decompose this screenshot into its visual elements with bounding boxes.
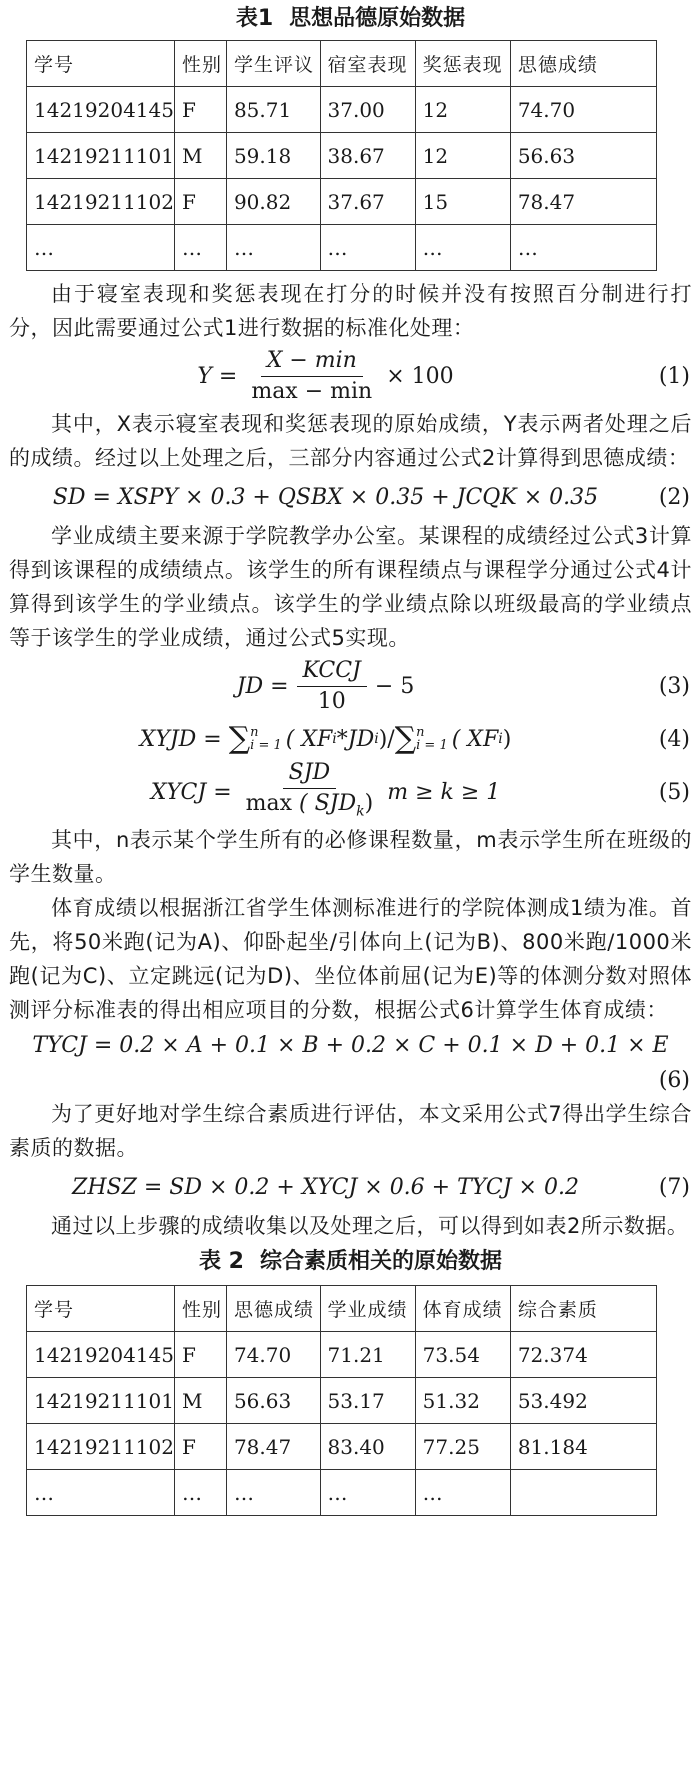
- table-cell: 14219211102: [27, 179, 175, 225]
- table-cell: …: [320, 225, 415, 271]
- paper-page: [0, 4, 700, 1780]
- table-cell: 14219211102: [27, 1424, 175, 1470]
- eq5-lhs: XYCJ =: [150, 779, 232, 805]
- sum-icon: ∑: [394, 721, 417, 756]
- eq5-denominator: [240, 789, 380, 824]
- table1-caption-number: 表1: [235, 6, 274, 31]
- table-row: [27, 179, 657, 225]
- equation-6: [9, 1027, 692, 1097]
- table-cell: 78.47: [226, 1424, 320, 1470]
- table1-header: 奖惩表现: [415, 41, 510, 87]
- table-cell: 56.63: [510, 133, 656, 179]
- eq1-tail: × 100: [386, 363, 454, 389]
- table-cell: F: [174, 179, 226, 225]
- table-cell: M: [174, 133, 226, 179]
- eq3-lhs: JD =: [236, 673, 289, 699]
- eq1-fraction: [245, 348, 378, 405]
- table-cell: 51.32: [415, 1378, 510, 1424]
- table-cell: …: [320, 1470, 415, 1516]
- eq4-lower: i = 1: [250, 738, 282, 753]
- table-cell: 37.67: [320, 179, 415, 225]
- sum-icon: ∑: [228, 721, 251, 756]
- paragraph: 为了更好地对学生综合素质进行评估，本文采用公式7得出学生综合素质的数据。: [9, 1102, 692, 1160]
- table-cell: F: [174, 1424, 226, 1470]
- table1-caption: [9, 4, 692, 34]
- eq3-tail: − 5: [374, 673, 415, 699]
- eq4-upper2: n: [416, 725, 425, 740]
- table1-header: 思德成绩: [510, 41, 656, 87]
- table1-header: 学号: [27, 41, 175, 87]
- table-cell: 38.67: [320, 133, 415, 179]
- table-cell: 72.374: [510, 1332, 656, 1378]
- table-cell: …: [226, 225, 320, 271]
- paragraph: 其中，X表示寝室表现和奖惩表现的原始成绩，Y表示两者处理之后的成绩。经过以上处理之后，三部分内容通过公式2计算得到思德成绩：: [9, 412, 692, 470]
- table-cell: 85.71: [226, 87, 320, 133]
- table1-header: 学生评议: [226, 41, 320, 87]
- table1-caption-title: 思想品德原始数据: [289, 6, 466, 31]
- eq3-numerator: KCCJ: [297, 658, 367, 687]
- paragraph: 体育成绩以根据浙江省学生体测标准进行的学院体测成1绩为准。首先，将50米跑(记为A)、仰卧起坐/引体向上(记为B)、800米跑/1000米跑(记为C)、立定跳远(记为D)、坐位体前屈(记为E)等的体测分数对照体测评分标准表的得出相应项目的分数，根据公式6计算学生体育成绩：: [9, 896, 692, 1022]
- table-cell: 14219204145: [27, 1332, 175, 1378]
- table-cell: …: [27, 1470, 175, 1516]
- eq5-denom-sub: k: [356, 803, 365, 820]
- equation-7: [9, 1165, 692, 1209]
- table-cell: 53.492: [510, 1378, 656, 1424]
- table-row: [27, 1470, 657, 1516]
- table2-header-row: [27, 1286, 657, 1332]
- eq3-denominator: 10: [317, 688, 346, 714]
- table-row: [27, 87, 657, 133]
- table-cell: 81.184: [510, 1424, 656, 1470]
- table2-caption-number: 表 2: [199, 1249, 244, 1274]
- table-cell: 53.17: [320, 1378, 415, 1424]
- table-row: [27, 133, 657, 179]
- table-cell: …: [415, 225, 510, 271]
- table-cell: …: [174, 225, 226, 271]
- table-cell: …: [174, 1470, 226, 1516]
- table-cell: …: [226, 1470, 320, 1516]
- eq5-number: (5): [658, 779, 690, 805]
- eq5-numerator: SJD: [283, 760, 337, 789]
- table2-header: 学号: [27, 1286, 175, 1332]
- eq4-sub1: i: [332, 731, 337, 747]
- eq1-number: (1): [658, 363, 690, 389]
- table-cell: 77.25: [415, 1424, 510, 1470]
- eq4-term1: ( XF: [285, 726, 333, 752]
- table2-header: 综合素质: [510, 1286, 656, 1332]
- eq2-number: (2): [658, 484, 690, 510]
- table1: [26, 40, 657, 271]
- table-cell: 59.18: [226, 133, 320, 179]
- paragraph: 学业成绩主要来源于学院教学办公室。某课程的成绩经过公式3计算得到该课程的成绩绩点。该学生的所有课程绩点与课程学分通过公式4计算得到该学生的学业绩点。该学生的学业绩点除以班级最高的学业绩点等于该学生的学业成绩，通过公式5实现。: [9, 524, 692, 650]
- eq5-tail: m ≥ k ≥ 1: [387, 779, 501, 805]
- table-row: [27, 1332, 657, 1378]
- eq1-numerator: X − min: [261, 348, 363, 377]
- eq4-close1: ): [378, 726, 388, 752]
- table-row: [27, 1378, 657, 1424]
- table-cell: …: [415, 1470, 510, 1516]
- table-cell: 73.54: [415, 1332, 510, 1378]
- eq6-number: (6): [658, 1067, 690, 1093]
- paragraph: 通过以上步骤的成绩收集以及处理之后，可以得到如表2所示数据。: [51, 1214, 689, 1238]
- eq7-body: ZHSZ = SD × 0.2 + XYCJ × 0.6 + TYCJ × 0.2: [72, 1174, 579, 1200]
- equation-3: [9, 655, 692, 717]
- table-cell: [510, 1470, 656, 1516]
- eq6-body: TYCJ = 0.2 × A + 0.1 × B + 0.2 × C + 0.1 × D + 0.1 × E: [32, 1032, 669, 1058]
- equation-2: [9, 475, 692, 519]
- table2-header: 思德成绩: [226, 1286, 320, 1332]
- table1-header-row: [27, 41, 657, 87]
- table-cell: 74.70: [226, 1332, 320, 1378]
- table1-header: 宿室表现: [320, 41, 415, 87]
- paragraph: 其中，n表示某个学生所有的必修课程数量，m表示学生所在班级的学生数量。: [9, 828, 692, 886]
- eq4-limits-2: [416, 726, 448, 752]
- table2-header: 学业成绩: [320, 1286, 415, 1332]
- table1-header: 性别: [174, 41, 226, 87]
- equation-5: [9, 761, 692, 823]
- table2-header: 性别: [174, 1286, 226, 1332]
- eq3-number: (3): [658, 673, 690, 699]
- eq1-denominator: max − min: [251, 378, 373, 404]
- table-cell: 37.00: [320, 87, 415, 133]
- table-cell: F: [174, 1332, 226, 1378]
- table-cell: 71.21: [320, 1332, 415, 1378]
- eq4-lhs: XYJD =: [139, 726, 222, 752]
- table-cell: 14219211101: [27, 1378, 175, 1424]
- table2-caption: [9, 1247, 692, 1277]
- table-cell: 14219211101: [27, 133, 175, 179]
- eq4-close2: ): [502, 726, 512, 752]
- table-cell: 90.82: [226, 179, 320, 225]
- eq4-limits: [250, 726, 282, 752]
- eq4-mid: *JD: [336, 726, 375, 752]
- table-cell: 12: [415, 133, 510, 179]
- eq5-fraction: [240, 760, 380, 824]
- eq7-number: (7): [658, 1174, 690, 1200]
- equation-4: [9, 717, 692, 761]
- table-cell: 83.40: [320, 1424, 415, 1470]
- table-cell: F: [174, 87, 226, 133]
- table2-header: 体育成绩: [415, 1286, 510, 1332]
- eq4-lower2: i = 1: [416, 738, 448, 753]
- eq5-denom-max: max: [245, 790, 293, 816]
- table-cell: 12: [415, 87, 510, 133]
- table-cell: 78.47: [510, 179, 656, 225]
- eq4-sub3: i: [498, 731, 503, 747]
- table-row: [27, 225, 657, 271]
- eq4-slash: /: [387, 726, 395, 752]
- equation-1: [9, 345, 692, 407]
- eq1-lhs: Y =: [197, 363, 238, 389]
- eq4-term2: ( XF: [451, 726, 499, 752]
- eq4-sub2: i: [374, 731, 379, 747]
- table-cell: 74.70: [510, 87, 656, 133]
- eq2-body: SD = XSPY × 0.3 + QSBX × 0.35 + JCQK × 0.35: [52, 484, 599, 510]
- paragraph: 由于寝室表现和奖惩表现在打分的时候并没有按照百分制进行打分，因此需要通过公式1进行数据的标准化处理：: [9, 282, 692, 340]
- table2: [26, 1285, 657, 1516]
- table-cell: …: [510, 225, 656, 271]
- table2-caption-title: 综合素质相关的原始数据: [259, 1249, 502, 1274]
- table-cell: 56.63: [226, 1378, 320, 1424]
- eq5-denom-close: ): [364, 790, 374, 816]
- eq5-denom-var: ( SJD: [299, 790, 357, 816]
- table-row: [27, 1424, 657, 1470]
- eq4-upper: n: [250, 725, 259, 740]
- table-cell: 15: [415, 179, 510, 225]
- eq4-number: (4): [658, 726, 690, 752]
- table-cell: 14219204145: [27, 87, 175, 133]
- table-cell: …: [27, 225, 175, 271]
- eq3-fraction: [297, 658, 367, 715]
- table-cell: M: [174, 1378, 226, 1424]
